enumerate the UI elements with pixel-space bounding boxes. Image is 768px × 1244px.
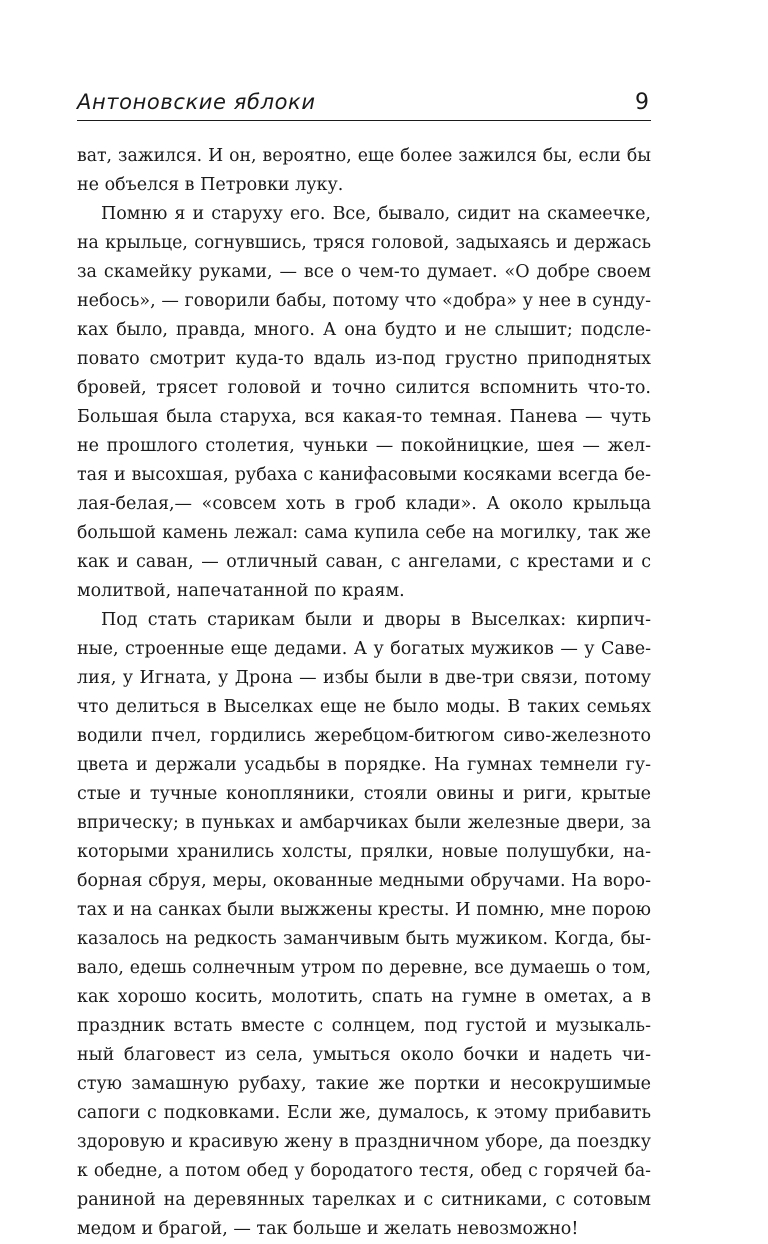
text-line: ват, зажился. И он, вероятно, еще более зажился бы, если бы [77,146,651,166]
text-line: борная сбруя, меры, окованные медными обручами. На воро- [77,871,651,891]
text-line: бровей, трясет головой и точно силится вспомнить что-то. [77,378,651,398]
text-line: праздник встать вместе с солнцем, под густой и музыкаль- [77,1016,651,1036]
text-line: Помню я и старуху его. Все, бывало, сидит на скамеечке, [101,204,651,224]
text-line: лая-белая,— «совсем хоть в гроб клади». А около крыльца [77,494,651,514]
paragraph [77,606,651,1244]
paragraph [77,142,651,200]
text-line: цвета и держали усадьбы в порядке. На гумнах темнели гу- [77,755,651,775]
page-header [77,86,651,121]
text-line: что делиться в Выселках еще не было моды. В таких семьях [77,697,651,717]
paragraph [77,200,651,606]
body-text [77,142,651,1244]
text-line: небось», — говорили бабы, потому что «добра» у нее в сунду- [77,291,651,311]
text-line: повато смотрит куда-то вдаль из-под грустно приподнятых [77,349,651,369]
text-line: ные, строенные еще дедами. А у богатых мужиков — у Саве- [77,639,651,659]
text-line: не прошлого столетия, чуньки — покойницкие, шея — жел- [77,436,651,456]
text-line: стую замашную рубаху, такие же портки и несокрушимые [77,1074,651,1094]
text-line: здоровую и красивую жену в праздничном уборе, да поездку [77,1132,651,1152]
text-line: которыми хранились холсты, прялки, новые полушубки, на- [77,842,651,862]
text-line: как и саван, — отличный саван, с ангелами, с крестами и с [77,552,651,572]
text-line: водили пчел, гордились жеребцом-битюгом сиво-железното [77,726,651,746]
text-line: сапоги с подковками. Если же, думалось, к этому прибавить [77,1103,651,1123]
text-line: лия, у Игната, у Дрона — избы были в две-три связи, потому [77,668,651,688]
text-line: Большая была старуха, вся какая-то темная. Панева — чуть [77,407,651,427]
text-line: казалось на редкость заманчивым быть мужиком. Когда, бы- [77,929,651,949]
text-line: вприческу; в пуньках и амбарчиках были железные двери, за [77,813,651,833]
text-line: как хорошо косить, молотить, спать на гумне в ометах, а в [77,987,651,1007]
text-line: не объелся в Петровки луку. [77,175,344,195]
text-line: большой камень лежал: сама купила себе на могилку, так же [77,523,651,543]
text-line: ный благовест из села, умыться около бочки и надеть чи- [77,1045,651,1065]
text-line: молитвой, напечатанной по краям. [77,581,405,601]
text-line: Под стать старикам были и дворы в Выселках: кирпич- [101,610,651,630]
text-line: стые и тучные конопляники, стояли овины и риги, крытые [77,784,651,804]
page-number: 9 [635,90,649,115]
text-line: тах и на санках были выжжены кресты. И помню, мне порою [77,900,651,920]
text-line: к обедне, а потом обед у бородатого тестя, обед с горячей ба- [77,1161,651,1181]
text-line: вало, едешь солнечным утром по деревне, все думаешь о том, [77,958,651,978]
text-line: раниной на деревянных тарелках и с ситниками, с сотовым [77,1190,651,1210]
text-line: медом и брагой, — так больше и желать невозможно! [77,1219,579,1239]
running-title: Антоновские яблоки [77,90,316,114]
text-line: ках было, правда, много. А она будто и не слышит; подсле- [77,320,651,340]
text-line: за скамейку руками, — все о чем-то думает. «О добре своем [77,262,651,282]
text-line: на крыльце, согнувшись, тряся головой, задыхаясь и держась [77,233,651,253]
text-line: тая и высохшая, рубаха с канифасовыми косяками всегда бе- [77,465,651,485]
